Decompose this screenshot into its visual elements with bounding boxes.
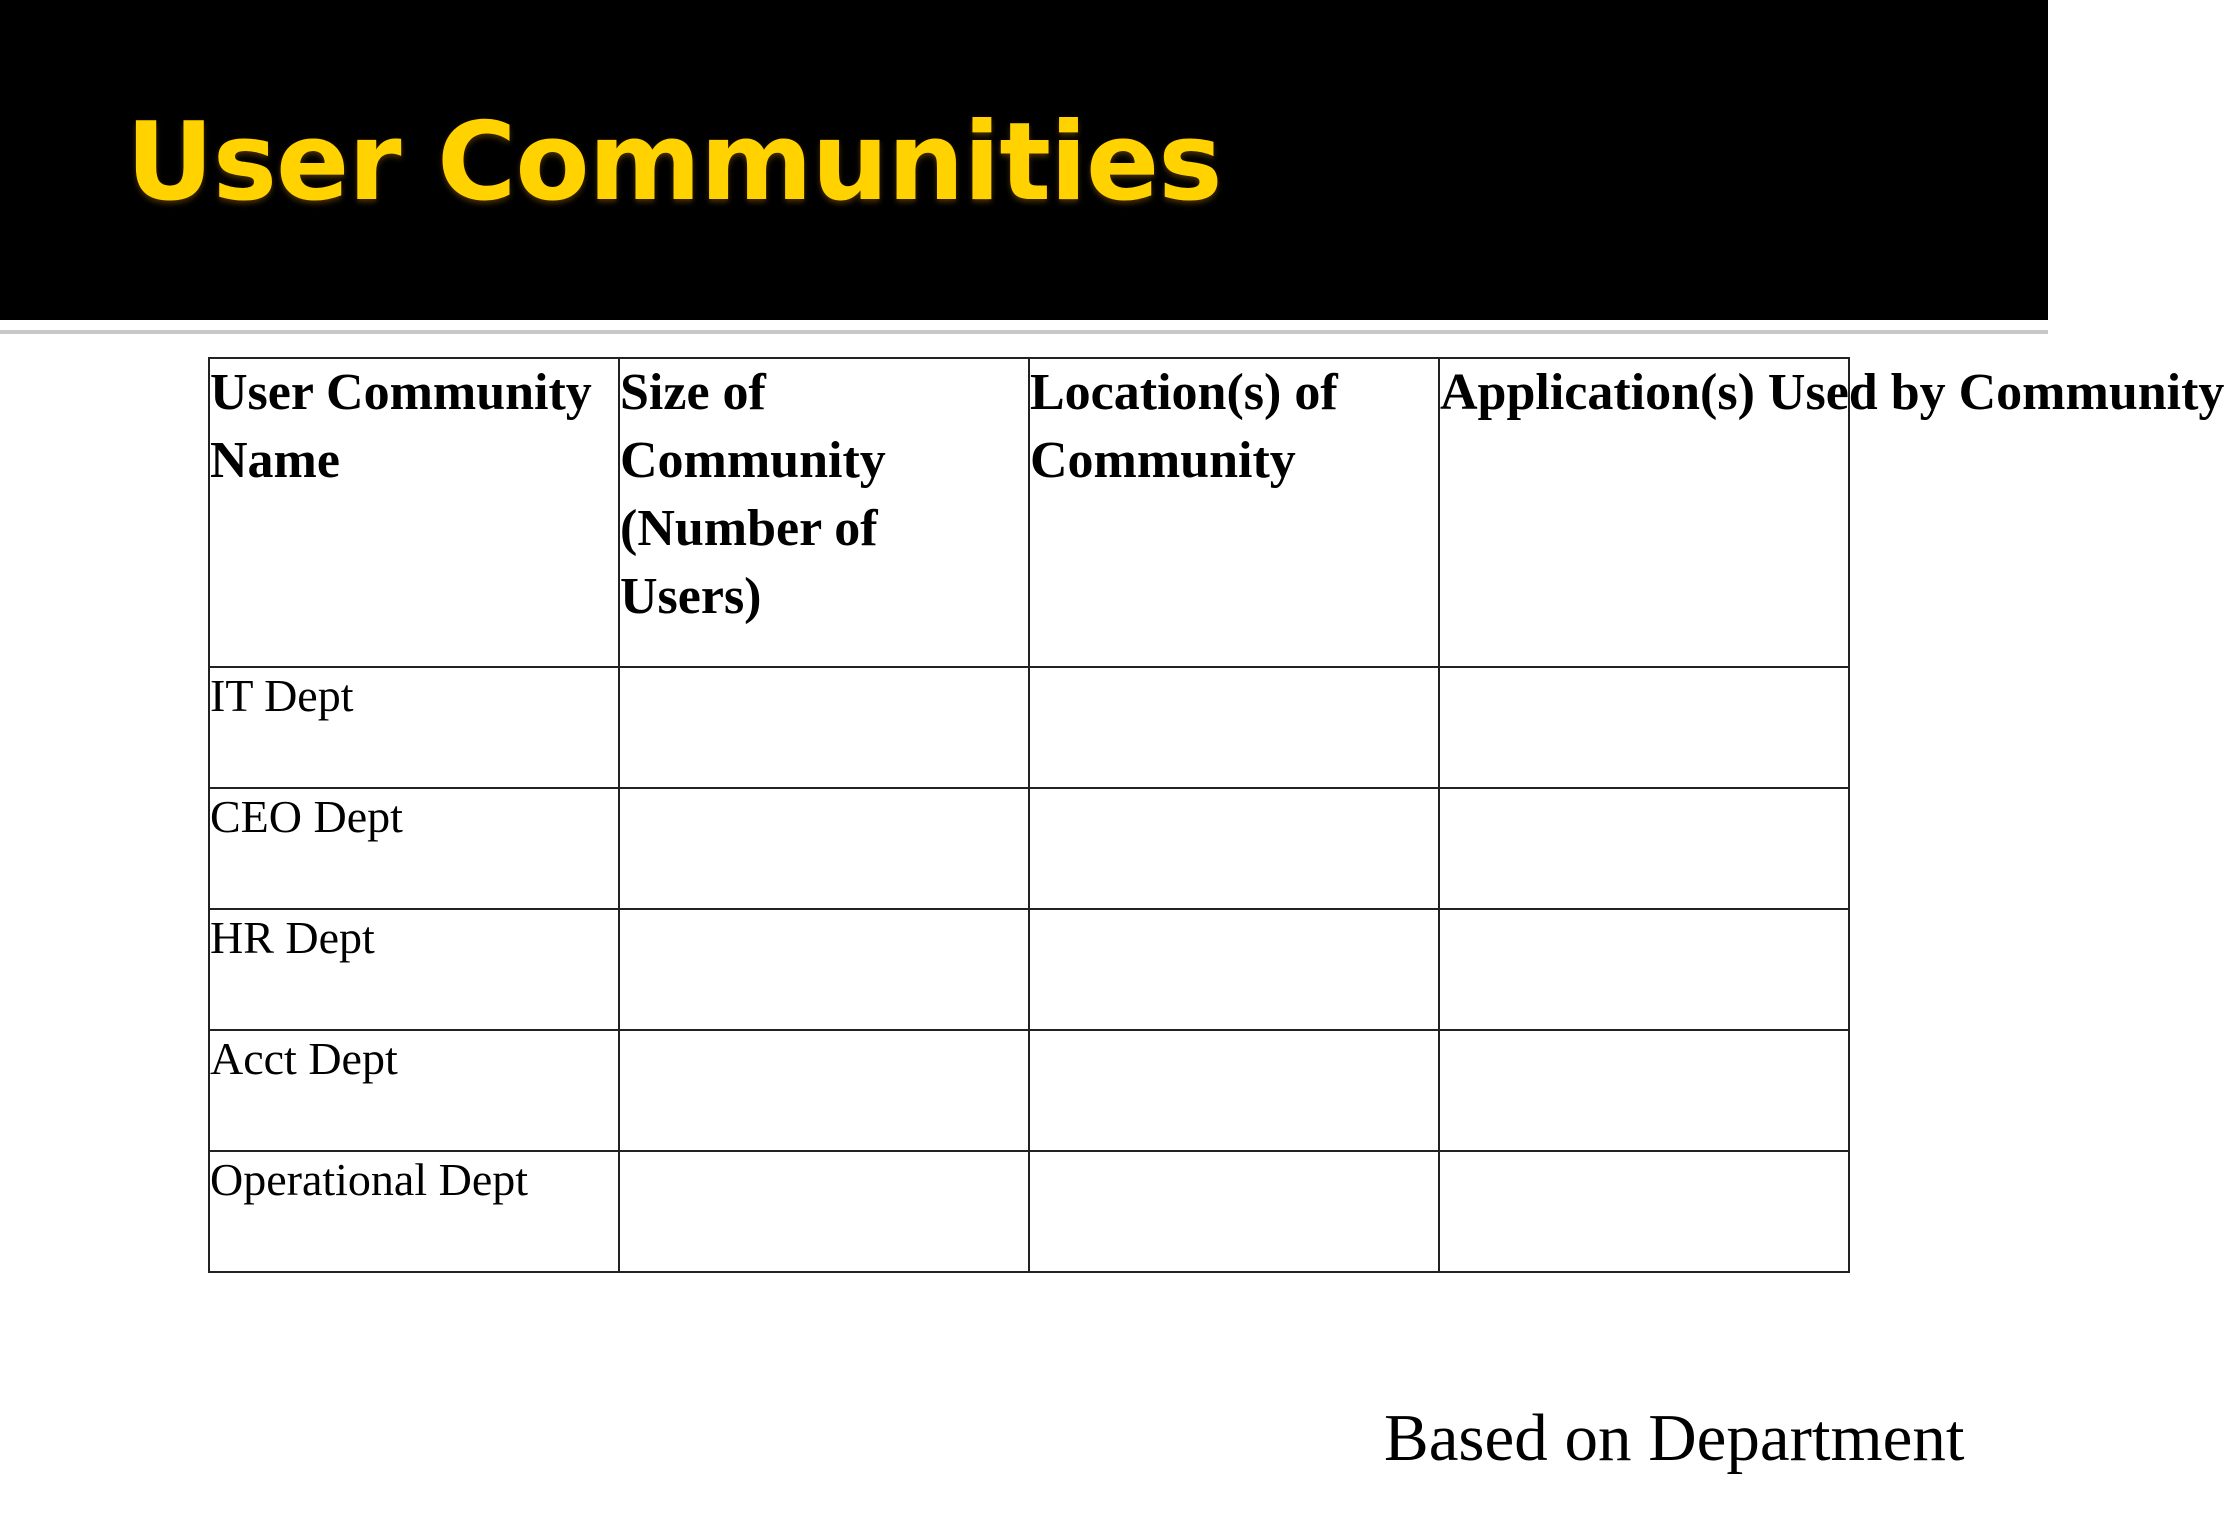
cell-community-location — [1029, 667, 1439, 788]
title-bar — [0, 0, 2048, 320]
cell-community-size — [619, 788, 1029, 909]
header-community-applications: Application(s) Used by Community — [1439, 358, 1849, 667]
table-row — [209, 667, 1849, 788]
header-community-location: Location(s) of Community — [1029, 358, 1439, 667]
cell-community-name: IT Dept — [209, 667, 619, 788]
cell-community-applications — [1439, 909, 1849, 1030]
cell-community-size — [619, 909, 1029, 1030]
slide-title: User Communities — [126, 100, 1222, 225]
cell-community-name: CEO Dept — [209, 788, 619, 909]
title-divider — [0, 330, 2048, 334]
cell-community-applications — [1439, 788, 1849, 909]
cell-community-name: Operational Dept — [209, 1151, 619, 1272]
cell-community-name: Acct Dept — [209, 1030, 619, 1151]
cell-community-location — [1029, 788, 1439, 909]
cell-community-location — [1029, 1030, 1439, 1151]
table-row — [209, 909, 1849, 1030]
user-communities-table — [208, 357, 2224, 1273]
cell-community-size — [619, 1030, 1029, 1151]
table-row — [209, 1151, 1849, 1272]
cell-community-size — [619, 1151, 1029, 1272]
cell-community-applications — [1439, 1151, 1849, 1272]
cell-community-location — [1029, 909, 1439, 1030]
footer-note: Based on Department — [1384, 1401, 1965, 1475]
table-row — [209, 1030, 1849, 1151]
cell-community-applications — [1439, 667, 1849, 788]
header-community-name: User Community Name — [209, 358, 619, 667]
table-header-row — [209, 358, 1849, 667]
cell-community-applications — [1439, 1030, 1849, 1151]
header-community-size: Size of Community (Number of Users) — [619, 358, 1029, 667]
cell-community-size — [619, 667, 1029, 788]
table-row — [209, 788, 1849, 909]
cell-community-name: HR Dept — [209, 909, 619, 1030]
cell-community-location — [1029, 1151, 1439, 1272]
